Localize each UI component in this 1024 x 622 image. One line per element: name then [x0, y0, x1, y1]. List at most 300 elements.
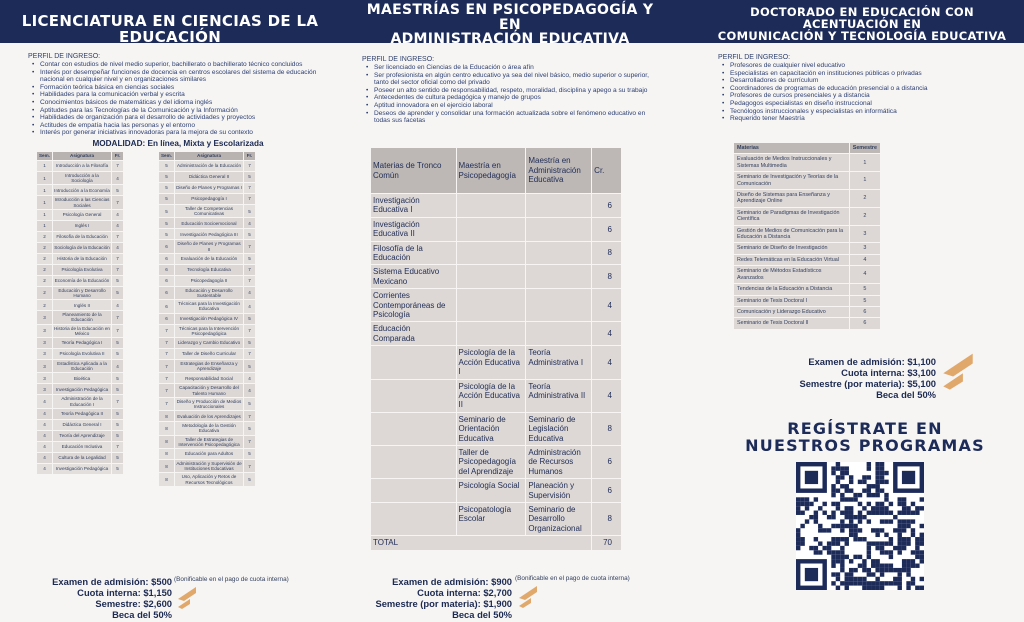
table-cell: 7 — [244, 160, 256, 171]
table-cell — [456, 194, 526, 218]
column-header: Fr. — [112, 151, 124, 160]
table-cell: 5 — [112, 430, 124, 441]
column-header: Maestría en Psicopedagogía — [456, 148, 526, 194]
perfil-item: • Contar con estudios de nivel medio superior, bachillerato o bachillerato técnico concluidos — [28, 61, 328, 69]
table-cell: 5 — [159, 171, 175, 182]
table-cell: Administración de la Educación I — [52, 395, 111, 408]
table-cell: 6 — [159, 275, 175, 286]
table-cell: Economía de la Educación — [52, 275, 111, 286]
qr-code[interactable] — [796, 462, 924, 590]
table-row — [159, 460, 256, 473]
table-cell: 5 — [849, 284, 880, 295]
table-row — [371, 322, 622, 346]
table-row — [37, 275, 124, 286]
table-cell — [456, 217, 526, 241]
table-row — [159, 373, 256, 384]
register-line2: NUESTROS PROGRAMAS — [745, 436, 985, 455]
table-cell: 7 — [112, 441, 124, 452]
table-row — [159, 422, 256, 435]
table-cell: Taller de Competencias Comunicativas — [174, 204, 243, 217]
table-cell: Planeamiento de la Educación — [52, 311, 111, 324]
table-cell: 8 — [159, 460, 175, 473]
table-cell: 6 — [159, 300, 175, 313]
table-row — [159, 411, 256, 422]
table-cell: 2 — [37, 275, 53, 286]
table-cell: 8 — [159, 422, 175, 435]
doc-beca: Beca del 50% — [876, 389, 936, 400]
perfil-item: • Habilidades de organización para el desarrollo de actividades y proyectos — [28, 114, 328, 122]
table-cell: 8 — [592, 502, 622, 535]
table-cell: 7 — [112, 160, 124, 171]
perfil-item: • Formación teórica básica en ciencias sociales — [28, 84, 328, 92]
mae-title — [360, 3, 660, 47]
table-cell: 6 — [592, 479, 622, 503]
table-cell: Seminario de Tesis Doctoral II — [734, 318, 850, 329]
table-cell: 5 — [159, 182, 175, 193]
table-cell — [526, 241, 592, 265]
lic-examen-note: (Bonificable en el pago de cuota interna) — [174, 576, 289, 583]
doc-perfil-heading: PERFIL DE INGRESO: — [718, 54, 791, 61]
table-cell: 7 — [159, 359, 175, 372]
table-cell: 2 — [37, 300, 53, 311]
table-cell: 4 — [112, 300, 124, 311]
lic-beca: Beca del 50% — [112, 609, 172, 620]
table-cell: Psicología Evolutiva II — [52, 348, 111, 359]
total-label: TOTAL — [371, 536, 592, 550]
table-cell: 1 — [37, 209, 53, 220]
table-cell: 6 — [849, 306, 880, 317]
table-row — [37, 359, 124, 372]
table-row — [371, 445, 622, 478]
table-row — [159, 160, 256, 171]
table-row — [734, 207, 881, 225]
table-cell: 7 — [112, 264, 124, 275]
table-cell: 5 — [244, 473, 256, 486]
table-row — [37, 231, 124, 242]
table-cell: 4 — [592, 346, 622, 379]
table-row — [37, 220, 124, 231]
table-row — [37, 324, 124, 337]
mae-perfil-list — [362, 64, 662, 125]
table-cell: 1 — [849, 154, 880, 172]
table-cell: Gestión de Medios de Comunicación para la Educación a Distancia — [734, 225, 850, 243]
table-cell: Técnicas para la Intervención Psicopedagógica — [174, 324, 243, 337]
table-row — [159, 253, 256, 264]
table-cell: Capacitación y Desarrollo del Talento Humano — [174, 384, 243, 397]
table-row — [37, 185, 124, 196]
table-cell: 5 — [159, 193, 175, 204]
table-cell: Didáctica General II — [174, 171, 243, 182]
table-row — [371, 479, 622, 503]
column-header: Sem. — [37, 151, 53, 160]
table-cell: Estrategias de Enseñanza y Aprendizaje — [174, 359, 243, 372]
table-cell: 5 — [112, 408, 124, 419]
table-cell: 6 — [592, 445, 622, 478]
table-cell: Psicología Evolutiva — [52, 264, 111, 275]
table-cell: 2 — [37, 286, 53, 299]
doc-semestre: Semestre (por materia): $5,100 — [799, 378, 936, 389]
table-row — [159, 182, 256, 193]
table-cell: 6 — [159, 286, 175, 299]
table-cell: 3 — [849, 243, 880, 254]
perfil-item: • Poseer un alto sentido de responsabilidad, respeto, moralidad, disciplina y apego a su trabajo — [362, 87, 662, 95]
table-cell: 2 — [37, 264, 53, 275]
perfil-item: • Conocimientos básicos de matemáticas y del idioma inglés — [28, 99, 328, 107]
table-row — [37, 430, 124, 441]
table-cell — [526, 194, 592, 218]
table-row — [37, 242, 124, 253]
mae-examen-note: (Bonificable en el pago de cuota interna) — [515, 575, 630, 582]
table-cell: Evaluación de los Aprendizajes — [174, 411, 243, 422]
mae-column — [362, 43, 662, 622]
table-cell: Didáctica General I — [52, 419, 111, 430]
table-cell: 6 — [159, 264, 175, 275]
total-value: 70 — [592, 536, 622, 550]
perfil-item: • Actitudes de empatía hacia las personas y el entorno — [28, 122, 328, 130]
table-cell: Psicología Social — [456, 479, 526, 503]
table-cell: 5 — [244, 449, 256, 460]
table-row — [371, 379, 622, 412]
mae-cuota: Cuota interna: $2,700 — [417, 587, 512, 598]
table-cell: Corrientes Contemporáneas de Psicología — [371, 289, 457, 322]
table-cell: Historia de la Educación — [52, 253, 111, 264]
table-cell: 8 — [592, 241, 622, 265]
table-cell: 5 — [112, 452, 124, 463]
table-header-row — [371, 148, 622, 194]
column-header: Asignatura — [52, 151, 111, 160]
doc-costs — [760, 356, 936, 400]
table-cell: Liderazgo y Cambio Educativo — [174, 337, 243, 348]
table-cell: 5 — [244, 253, 256, 264]
table-cell: Investigación Pedagógica III — [174, 229, 243, 240]
table-cell: 6 — [159, 240, 175, 253]
table-row — [371, 241, 622, 265]
table-cell: 1 — [37, 220, 53, 231]
table-cell: 7 — [112, 311, 124, 324]
table-cell: 4 — [244, 286, 256, 299]
table-cell: 7 — [244, 324, 256, 337]
table-cell: Seminario de Diseño de Investigación — [734, 243, 850, 254]
table-cell: Investigación Educativa II — [371, 217, 457, 241]
table-cell: 7 — [112, 324, 124, 337]
table-cell: 7 — [244, 193, 256, 204]
table-cell: Filosofía de la Educación — [371, 241, 457, 265]
table-cell: Educación Socioemocional — [174, 218, 243, 229]
table-cell: 2 — [849, 207, 880, 225]
doc-title-line1: DOCTORADO EN EDUCACIÓN CON ACENTUACIÓN EN — [750, 5, 974, 32]
table-row — [159, 324, 256, 337]
perfil-item: • Interés por desempeñar funciones de docencia en centros escolares del sistema de educación nacional en cualquier nivel y en organizaciones similares — [28, 69, 328, 84]
table-row — [159, 384, 256, 397]
table-row — [371, 502, 622, 535]
perfil-item: • Aptitud innovadora en el ejercicio laboral — [362, 102, 662, 110]
table-cell: 5 — [112, 337, 124, 348]
lic-column — [28, 43, 328, 622]
table-row — [371, 289, 622, 322]
table-cell: 5 — [112, 419, 124, 430]
table-cell: 7 — [244, 411, 256, 422]
table-row — [734, 284, 881, 295]
table-cell: Teoría del Aprendizaje — [52, 430, 111, 441]
table-cell: 6 — [159, 313, 175, 324]
table-cell: Psicopatología Escolar — [456, 502, 526, 535]
table-cell: 4 — [37, 463, 53, 474]
table-cell: 4 — [37, 441, 53, 452]
lic-title: LICENCIATURA EN CIENCIAS DE LA EDUCACIÓN — [21, 12, 319, 46]
table-cell: 7 — [159, 348, 175, 359]
table-row — [159, 286, 256, 299]
table-cell: 4 — [244, 218, 256, 229]
perfil-item: • Profesores de cualquier nivel educativo — [718, 62, 1018, 70]
perfil-item: • Desarrolladores de currículum — [718, 77, 1018, 85]
table-cell: 5 — [112, 286, 124, 299]
table-cell: Seminario de Desarrollo Organizacional — [526, 502, 592, 535]
table-row — [159, 275, 256, 286]
mae-perfil-heading: PERFIL DE INGRESO: — [362, 56, 435, 63]
table-cell: Psicología General — [52, 209, 111, 220]
lic-semestre: Semestre: $2,600 — [95, 598, 172, 609]
table-cell: 7 — [244, 240, 256, 253]
perfil-item: • Antecedentes de cultura pedagógica y manejo de grupos — [362, 94, 662, 102]
table-cell: Teoría Pedagógica II — [52, 408, 111, 419]
table-cell: 7 — [159, 337, 175, 348]
brand-mark-icon — [940, 350, 976, 390]
perfil-item: • Ser profesionista en algún centro educativo ya sea del nivel básico, medio superior o superior, tanto del sector oficial como del privado — [362, 72, 662, 87]
table-cell: 7 — [244, 435, 256, 448]
table-cell: Educación y Desarrollo Sustentable — [174, 286, 243, 299]
table-row — [159, 171, 256, 182]
table-cell: Comunicación y Liderazgo Educativo — [734, 306, 850, 317]
table-row — [159, 264, 256, 275]
table-cell: 8 — [159, 473, 175, 486]
table-cell: 7 — [244, 264, 256, 275]
table-cell: Seminario de Orientación Educativa — [456, 412, 526, 445]
table-cell: 7 — [244, 182, 256, 193]
table-row — [37, 171, 124, 184]
table-row — [37, 311, 124, 324]
table-cell: Seminario de Legislación Educativa — [526, 412, 592, 445]
table-cell: 5 — [112, 373, 124, 384]
table-cell: Seminario de Paradigmas de Investigación Científica — [734, 207, 850, 225]
table-row — [371, 265, 622, 289]
table-cell: 5 — [159, 218, 175, 229]
table-cell: Inglés II — [52, 300, 111, 311]
table-cell: 5 — [244, 204, 256, 217]
table-row — [37, 373, 124, 384]
table-cell: Introducción a la Economía — [52, 185, 111, 196]
table-cell: 5 — [112, 384, 124, 395]
doc-title-line2: COMUNICACIÓN Y TECNOLOGÍA EDUCATIVA — [717, 29, 1007, 44]
table-cell: 2 — [37, 242, 53, 253]
table-cell: 7 — [244, 275, 256, 286]
table-row — [37, 452, 124, 463]
table-row — [37, 419, 124, 430]
table-cell: 2 — [849, 190, 880, 208]
column-header: Sem. — [159, 151, 175, 160]
table-cell: Introducción a la Sociología — [52, 171, 111, 184]
table-cell: Inglés I — [52, 220, 111, 231]
column-header: Maestría en Administración Educativa — [526, 148, 592, 194]
lic-perfil-list — [28, 61, 328, 137]
table-row — [37, 300, 124, 311]
perfil-item: • Deseos de aprender y consolidar una formación actualizada sobre el fenómeno educativo en todas sus facetas — [362, 110, 662, 125]
table-cell: Metodología de la Gestión Educativa — [174, 422, 243, 435]
table-cell: 3 — [37, 337, 53, 348]
table-row — [37, 196, 124, 209]
table-cell: 7 — [159, 373, 175, 384]
table-cell: Técnicas para la Investigación Educativa — [174, 300, 243, 313]
table-cell: 4 — [112, 220, 124, 231]
perfil-item: • Aptitudes para las Tecnologías de la Comunicación y la Información — [28, 107, 328, 115]
table-cell — [526, 265, 592, 289]
doc-table — [733, 142, 881, 330]
table-cell: 7 — [112, 231, 124, 242]
mae-beca: Beca del 50% — [452, 609, 512, 620]
table-cell: 7 — [112, 196, 124, 209]
table-row — [37, 441, 124, 452]
table-row — [159, 337, 256, 348]
column-header: Cr. — [592, 148, 622, 194]
table-cell: 4 — [244, 300, 256, 313]
table-cell: Cultura de la Legalidad — [52, 452, 111, 463]
table-cell: Diseño de Sistemas para Enseñanza y Aprendizaje Online — [734, 190, 850, 208]
column-header: Semestre — [849, 143, 880, 154]
table-cell: 4 — [37, 395, 53, 408]
table-header-row — [734, 143, 881, 154]
lic-costs — [20, 576, 172, 620]
table-cell: 5 — [244, 229, 256, 240]
table-total-row — [371, 536, 622, 550]
table-cell: Introducción a la Filosofía — [52, 160, 111, 171]
table-cell: 7 — [159, 397, 175, 410]
table-row — [371, 412, 622, 445]
table-cell: Diseño de Planes y Programas II — [174, 240, 243, 253]
table-cell: 6 — [592, 194, 622, 218]
table-cell: Taller de Psicopedagogía del Aprendizaje — [456, 445, 526, 478]
table-row — [37, 384, 124, 395]
table-row — [159, 359, 256, 372]
table-cell: 4 — [592, 379, 622, 412]
table-row — [734, 254, 881, 265]
table-cell: Educación y Desarrollo Humano — [52, 286, 111, 299]
table-cell: Investigación Pedagógica — [52, 463, 111, 474]
table-cell — [526, 217, 592, 241]
table-cell: 4 — [37, 419, 53, 430]
table-row — [37, 463, 124, 474]
table-cell: Sociología de la Educación — [52, 242, 111, 253]
perfil-item: • Tecnólogos instruccionales y especialistas en informática — [718, 108, 1018, 116]
column-header: Materias — [734, 143, 850, 154]
table-cell: 5 — [159, 160, 175, 171]
table-cell: 7 — [112, 395, 124, 408]
table-cell: 5 — [244, 359, 256, 372]
table-cell: 2 — [37, 231, 53, 242]
table-cell: 7 — [159, 384, 175, 397]
table-cell: Investigación Pedagógica — [52, 384, 111, 395]
table-cell: Seminario de Métodos Estadísticos Avanzados — [734, 266, 850, 284]
table-cell: 4 — [244, 384, 256, 397]
table-cell: Tendencias de la Educación a Distancia — [734, 284, 850, 295]
lic-perfil-heading: PERFIL DE INGRESO: — [28, 53, 101, 60]
table-row — [734, 295, 881, 306]
table-cell: Evaluación de la Educación — [174, 253, 243, 264]
table-row — [159, 218, 256, 229]
table-cell: Psicología de la Acción Educativa II — [456, 379, 526, 412]
table-cell: Educación para Adultos — [174, 449, 243, 460]
table-cell: 8 — [592, 412, 622, 445]
lic-table-right — [158, 151, 256, 487]
brand-mark-icon — [517, 584, 539, 608]
table-cell: 5 — [159, 204, 175, 217]
column-header: Materias de Tronco Común — [371, 148, 457, 194]
table-cell: Redes Telemáticas en la Educación Virtual — [734, 254, 850, 265]
table-cell: Sistema Educativo Mexicano — [371, 265, 457, 289]
doc-cuota: Cuota interna: $3,100 — [841, 367, 936, 378]
table-cell: Evaluación de Medios Instruccionales y Sistemas Multimedia — [734, 154, 850, 172]
table-row — [734, 318, 881, 329]
table-cell: Psicopedagogía II — [174, 275, 243, 286]
mae-examen: Examen de admisión: $900 — [392, 576, 512, 587]
mae-title-line2: ADMINISTRACIÓN EDUCATIVA — [390, 31, 630, 48]
table-cell: 6 — [849, 318, 880, 329]
mae-title-line1: MAESTRÍAS EN PSICOPEDAGOGÍA Y EN — [366, 2, 654, 33]
column-header: Asignatura — [174, 151, 243, 160]
table-row — [734, 266, 881, 284]
register-heading — [745, 420, 985, 454]
table-row — [159, 300, 256, 313]
doc-examen: Examen de admisión: $1,100 — [808, 356, 936, 367]
table-row — [37, 408, 124, 419]
lic-cuota: Cuota interna: $1,150 — [77, 587, 172, 598]
table-cell: Educación Inclusiva — [52, 441, 111, 452]
lic-table-left — [36, 151, 124, 475]
table-row — [371, 217, 622, 241]
table-cell: 5 — [112, 348, 124, 359]
table-cell: Investigación Educativa I — [371, 194, 457, 218]
table-cell: 5 — [244, 397, 256, 410]
doc-title — [712, 6, 1012, 42]
table-cell: 5 — [112, 463, 124, 474]
table-cell: 1 — [37, 171, 53, 184]
table-cell: 2 — [37, 253, 53, 264]
table-row — [159, 397, 256, 410]
table-cell: 7 — [159, 324, 175, 337]
table-row — [371, 194, 622, 218]
table-cell — [456, 265, 526, 289]
table-cell: 5 — [244, 337, 256, 348]
table-cell — [371, 346, 457, 379]
table-row — [159, 193, 256, 204]
mae-table — [370, 147, 622, 551]
table-row — [159, 449, 256, 460]
table-cell — [371, 479, 457, 503]
table-cell: 1 — [37, 196, 53, 209]
table-cell: 3 — [37, 348, 53, 359]
doc-perfil-list — [718, 62, 1018, 123]
table-cell: 4 — [112, 359, 124, 372]
table-cell: 5 — [244, 422, 256, 435]
table-cell: Filosofía de la Educación — [52, 231, 111, 242]
table-row — [734, 225, 881, 243]
table-cell: 1 — [37, 160, 53, 171]
table-cell — [371, 502, 457, 535]
table-row — [37, 286, 124, 299]
table-cell: 5 — [112, 185, 124, 196]
table-row — [159, 435, 256, 448]
table-cell: Historia de la Educación en México — [54, 325, 110, 336]
table-cell: 4 — [244, 373, 256, 384]
table-cell: 1 — [849, 172, 880, 190]
